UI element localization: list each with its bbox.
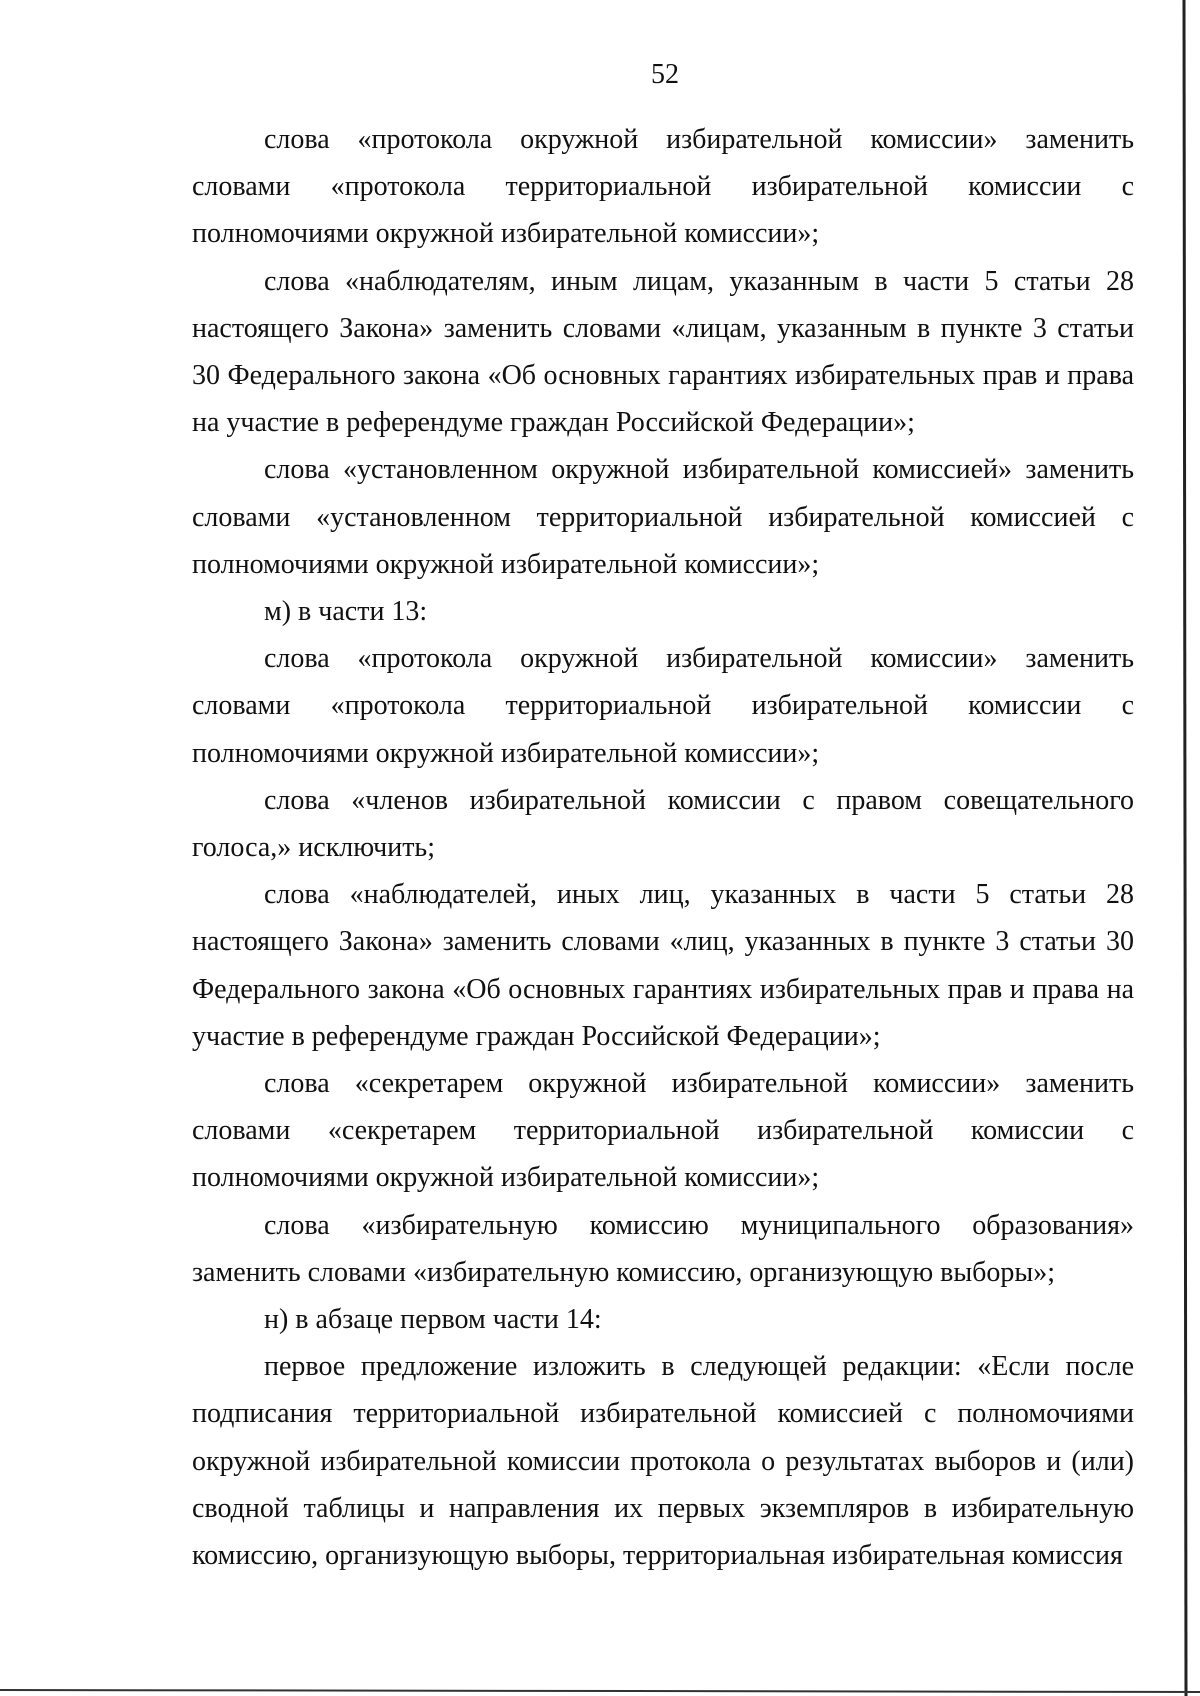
paragraph: слова «установленном окружной избирательной комиссией» заменить словами «установленном территориальной избирательной комиссией с полномочиями окружной избирательной комиссии»; [192, 454, 1134, 580]
paragraph: слова «наблюдателям, иным лицам, указанным в части 5 статьи 28 настоящего Закона» заменить словами «лицам, указанным в пункте 3 статьи 30 Федерального закона «Об основных гарантиях избирательных прав и права на участие в референдуме граждан Российской Федерации»; [192, 265, 1134, 439]
document-body [192, 116, 1134, 1579]
list-item-m: м) в части 13: [264, 596, 428, 628]
paragraph: слова «избирательную комиссию муниципального образования» заменить словами «избирательную комиссию, организующую выборы»; [192, 1209, 1134, 1288]
paragraph: слова «секретарем окружной избирательной комиссии» заменить словами «секретарем территориальной избирательной комиссии с полномочиями окружной избирательной комиссии»; [192, 1068, 1134, 1194]
page-number: 52 [651, 59, 679, 90]
paragraph: слова «наблюдателей, иных лиц, указанных в части 5 статьи 28 настоящего Закона» заменить словами «лиц, указанных в пункте 3 статьи 30 Федерального закона «Об основных гарантиях избирательных прав и права на участие в референдуме граждан Российской Федерации»; [192, 879, 1134, 1052]
list-item-n: н) в абзаце первом части 14: [264, 1304, 602, 1336]
paragraph: первое предложение изложить в следующей редакции: «Если после подписания территориальной избирательной комиссией с полномочиями окружной избирательной комиссии протокола о результатах выборов и (или) сводной таблицы и направления их первых экземпляров в избирательную комиссию, организующую выборы, территориальная избирательная комиссия [192, 1351, 1134, 1572]
paragraph: слова «протокола окружной избирательной комиссии» заменить словами «протокола территориальной избирательной комиссии с полномочиями окружной избирательной комиссии»; [192, 124, 1134, 250]
paragraph: слова «протокола окружной избирательной комиссии» заменить словами «протокола территориальной избирательной комиссии с полномочиями окружной избирательной комиссии»; [192, 643, 1134, 769]
paragraph: слова «членов избирательной комиссии с правом совещательного голоса,» исключить; [192, 784, 1134, 864]
